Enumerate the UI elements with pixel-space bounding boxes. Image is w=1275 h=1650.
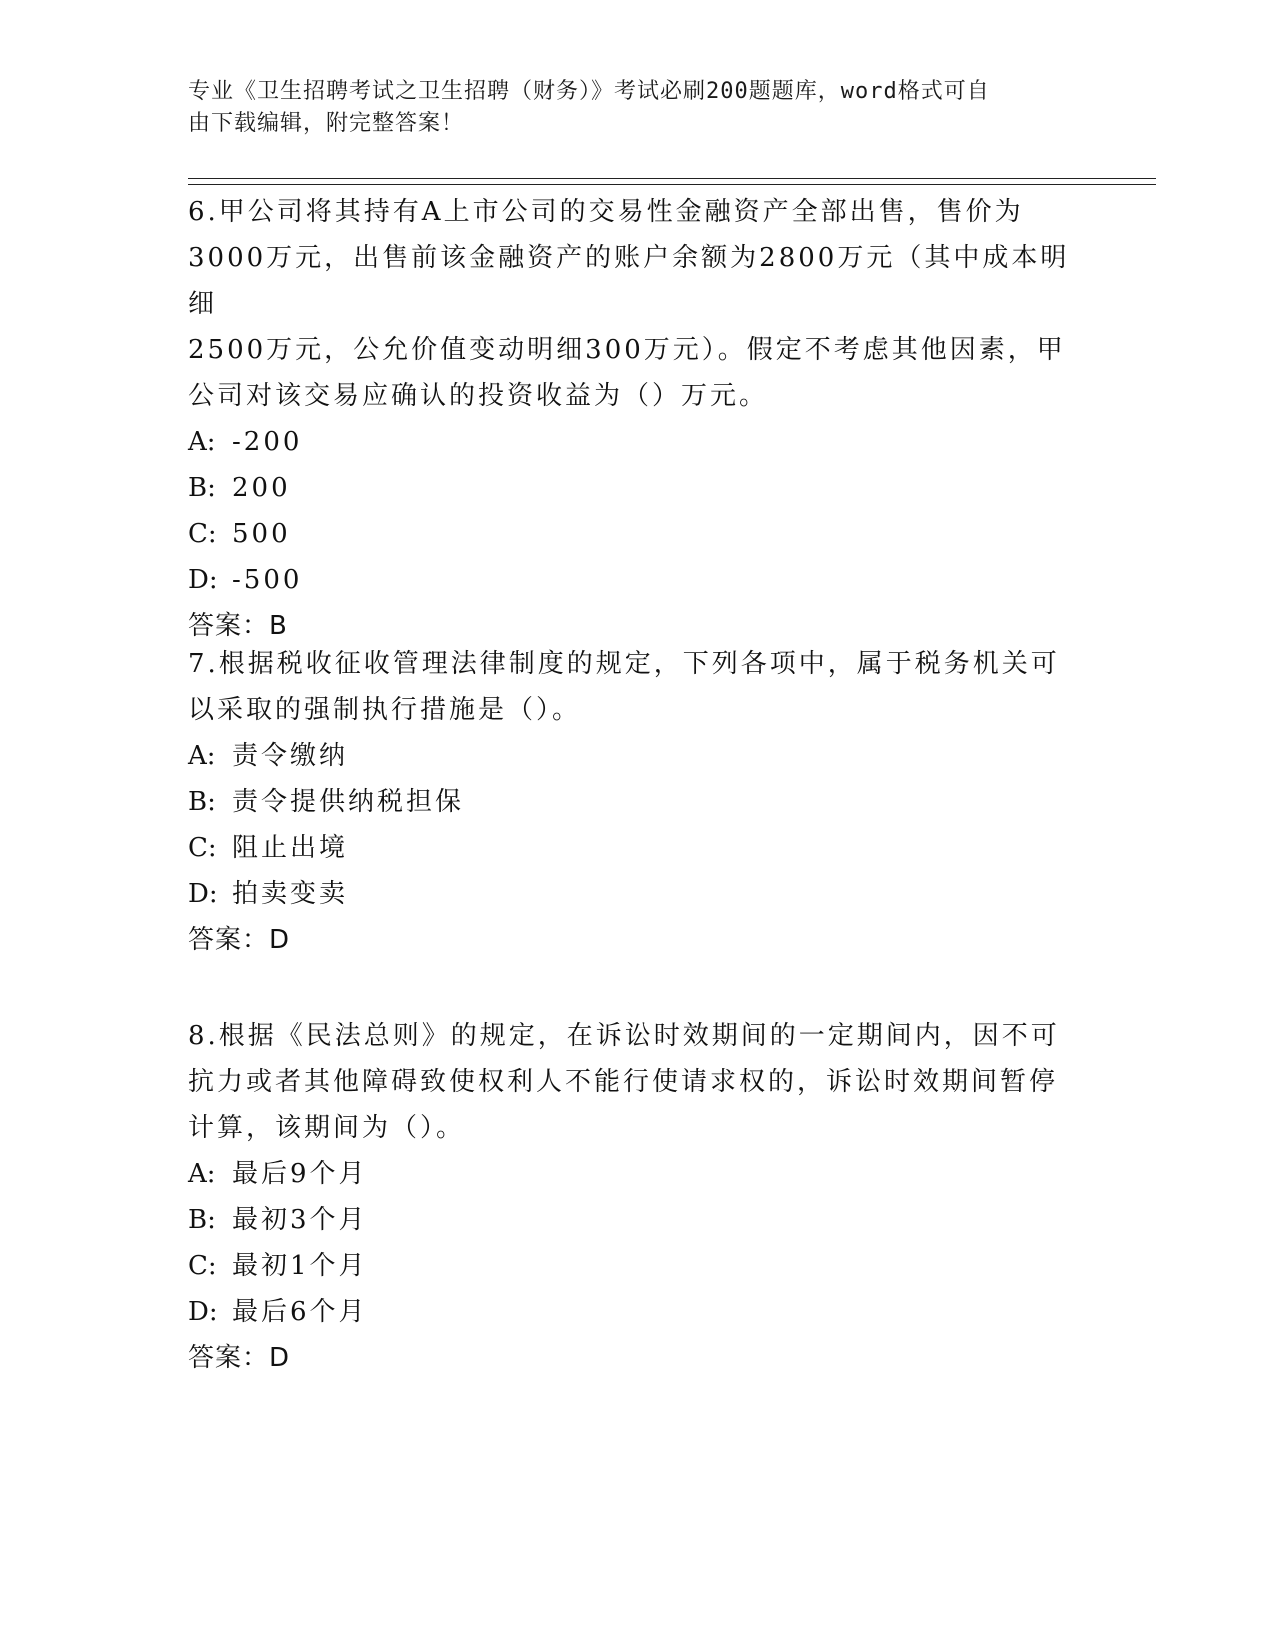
option-text: -500	[232, 565, 303, 595]
header-line-1: 专业《卫生招聘考试之卫生招聘（财务）》考试必刷200题题库，word格式可自	[188, 79, 990, 104]
option-a	[188, 733, 1088, 779]
option-text: 责令提供纳税担保	[232, 787, 465, 817]
option-c	[188, 511, 1088, 557]
option-b	[188, 465, 1088, 511]
option-letter: B:	[188, 1205, 216, 1235]
question-stem-line: 以采取的强制执行措施是（）。	[188, 695, 582, 725]
option-b	[188, 1197, 1088, 1243]
question-8	[188, 1013, 1088, 1381]
option-letter: A:	[188, 741, 216, 771]
option-a	[188, 1151, 1088, 1197]
option-text: 拍卖变卖	[232, 879, 349, 909]
question-7	[188, 641, 1088, 963]
option-text: 500	[232, 519, 291, 549]
option-text: 最后9个月	[232, 1159, 368, 1189]
header-line-2: 由下载编辑，附完整答案！	[188, 111, 465, 136]
option-c	[188, 825, 1088, 871]
question-stem-line: 7.根据税收征收管理法律制度的规定，下列各项中，属于税务机关可	[188, 649, 1060, 679]
option-letter: D:	[188, 879, 218, 909]
question-stem-line: 3000万元，出售前该金融资产的账户余额为2800万元（其中成本明细	[188, 243, 1070, 319]
option-a	[188, 419, 1088, 465]
option-letter: D:	[188, 565, 218, 595]
question-stem-line: 2500万元，公允价值变动明细300万元）。假定不考虑其他因素，甲	[188, 335, 1066, 365]
option-letter: A:	[188, 1159, 216, 1189]
option-b	[188, 779, 1088, 825]
option-text: 最初1个月	[232, 1251, 368, 1281]
option-d	[188, 1289, 1088, 1335]
option-text: -200	[232, 427, 303, 457]
answer-line: 答案：D	[188, 925, 291, 955]
question-stem-line: 6.甲公司将其持有A上市公司的交易性金融资产全部出售，售价为	[188, 197, 1024, 227]
question-stem-line: 8.根据《民法总则》的规定，在诉讼时效期间的一定期间内，因不可	[188, 1021, 1060, 1051]
option-text: 阻止出境	[232, 833, 349, 863]
answer-line: 答案：D	[188, 1343, 291, 1373]
option-text: 200	[232, 473, 291, 503]
header-divider-bottom	[188, 184, 1156, 185]
question-stem-line: 公司对该交易应确认的投资收益为（）万元。	[188, 381, 769, 411]
option-letter: B:	[188, 473, 216, 503]
option-text: 最初3个月	[232, 1205, 368, 1235]
option-d	[188, 871, 1088, 917]
option-letter: D:	[188, 1297, 218, 1327]
header-divider-top	[188, 178, 1156, 179]
option-letter: A:	[188, 427, 216, 457]
option-c	[188, 1243, 1088, 1289]
option-d	[188, 557, 1088, 603]
question-stem-line: 抗力或者其他障碍致使权利人不能行使请求权的，诉讼时效期间暂停	[188, 1067, 1059, 1097]
option-letter: B:	[188, 787, 216, 817]
option-text: 最后6个月	[232, 1297, 368, 1327]
option-text: 责令缴纳	[232, 741, 349, 771]
option-letter: C:	[188, 833, 217, 863]
option-letter: C:	[188, 1251, 217, 1281]
question-stem-line: 计算，该期间为（）。	[188, 1113, 466, 1143]
answer-line: 答案：B	[188, 611, 288, 641]
question-6	[188, 189, 1088, 649]
document-header	[188, 76, 1088, 140]
option-letter: C:	[188, 519, 217, 549]
